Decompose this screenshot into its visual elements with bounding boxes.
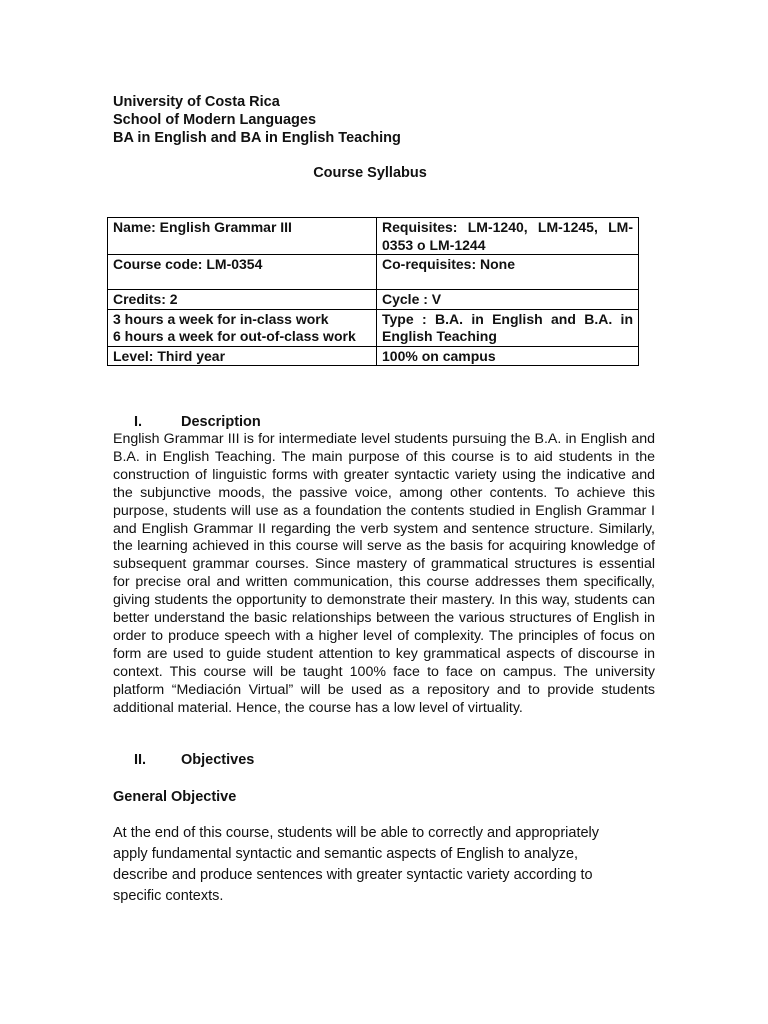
section-heading-description [134,414,261,430]
section-number: I. [134,414,143,430]
description-paragraph: English Grammar III is for intermediate level students pursuing the B.A. in English and B.A. in English Teaching. The main purpose of this course is to aid students in the construction of linguistic forms with greater syntactic variety using the indicative and the subjunctive moods, the passive voice, among other contents. To achieve this purpose, students will use as a foundation the contents studied in English Grammar I and English Grammar II regarding the verb system and sentence structure. Similarly, the learning achieved in this course will serve as the basis for acquiring knowledge of subsequent grammar courses. Since mastery of grammatical structures is essential for precise oral and written communication, this course addresses them specifically, giving students the opportunity to demonstrate their mastery. In this way, students can better understand the basic relationships between the various structures of English in order to produce speech with a higher level of complexity. The principles of focus on form are used to guide student attention to key grammatical aspects of discourse in context. This course will be taught 100% face to face on campus. The university platform “Mediación Virtual” will be used as a repository and to provide students additional material. Hence, the course has a low level of virtuality. [113,431,655,716]
page-title: Course Syllabus [313,165,427,181]
table-row [108,290,639,310]
document-header [113,93,401,147]
credits-cell: Credits: 2 [108,290,377,310]
corequisites-cell: Co-requisites: None [377,255,639,290]
general-objective-heading: General Objective [113,789,237,805]
type-cell: Type : B.A. in English and B.A. in English Teaching [377,309,639,346]
table-row [108,309,639,346]
school-name: School of Modern Languages [113,112,317,128]
cycle-cell: Cycle : V [377,290,639,310]
modality-cell: 100% on campus [377,346,639,366]
section-title: Description [181,414,261,430]
course-name-cell: Name: English Grammar III [108,218,377,255]
course-code-cell: Course code: LM-0354 [108,255,377,290]
section-title: Objectives [181,752,255,768]
table-row [108,346,639,366]
section-number: II. [134,752,147,768]
requisites-cell: Requisites: LM-1240, LM-1245, LM-0353 o LM-1244 [377,218,639,255]
hours-cell [108,309,377,346]
general-objective-paragraph: At the end of this course, students will be able to correctly and appropriately apply fundamental syntactic and semantic aspects of English to analyze, describe and produce sentences with greater syntactic variety according to specific contexts. [113,825,600,904]
hours-in-class: 3 hours a week for in-class work [113,310,329,327]
table-row [108,255,639,290]
course-info-table [107,217,639,366]
university-name: University of Costa Rica [113,94,280,110]
hours-out-of-class: 6 hours a week for out-of-class work [113,328,356,344]
section-heading-objectives [134,752,254,768]
table-row [108,218,639,255]
program-name: BA in English and BA in English Teaching [113,130,401,146]
level-cell: Level: Third year [108,346,377,366]
